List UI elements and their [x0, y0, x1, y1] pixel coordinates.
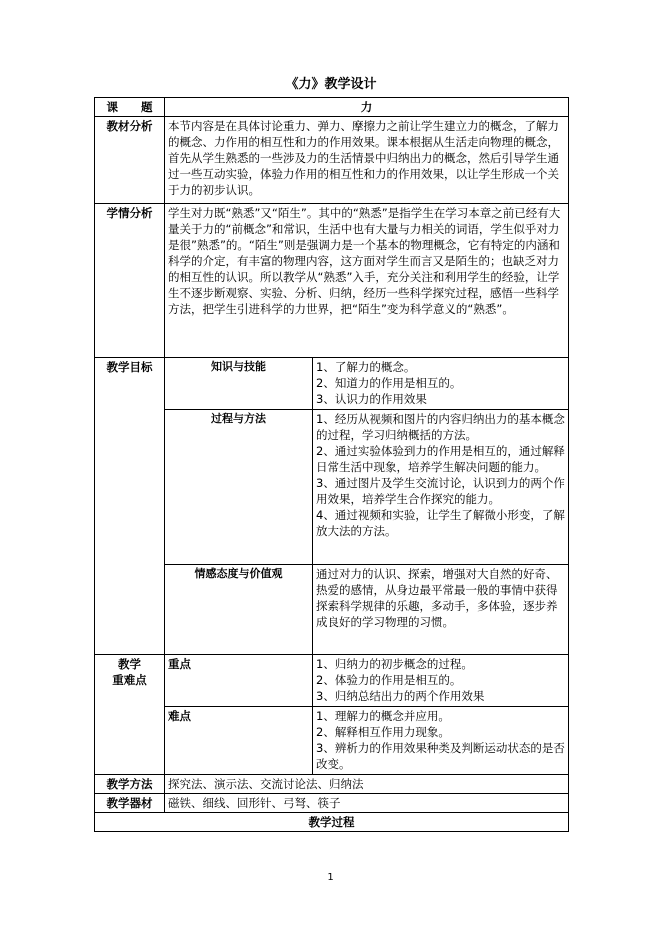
process-item: 2、通过实验体验到力的作用是相互的，通过解释日常生活中现象，培养学生解决问题的能力。: [316, 444, 565, 474]
methods-label: 教学方法: [95, 775, 165, 794]
knowledge-item: 1、了解力的概念。: [316, 360, 416, 374]
methods-row: [95, 775, 569, 794]
difficult-item: 1、理解力的概念并应用。: [316, 709, 450, 723]
equipment-row: [95, 794, 569, 813]
topic-row: [95, 98, 569, 117]
process-list: [313, 410, 569, 565]
key-item: 3、归纳总结出力的两个作用效果: [316, 689, 485, 703]
students-row: [95, 204, 569, 358]
key-item: 1、归纳力的初步概念的过程。: [316, 657, 473, 671]
equipment-value: 磁铁、细线、回形针、弓弩、筷子: [165, 794, 569, 813]
goal-process-row: [95, 410, 569, 565]
material-text: 本节内容是在具体讨论重力、弹力、摩擦力之前让学生建立力的概念，了解力的概念、力作用的相互性和力的作用效果。课本根据从生活走向物理的概念，首先从学生熟悉的一些涉及力的生活情景中归纳出力的概念，然后引导学生通过一些互动实验，体验力作用的相互性和力的作用效果，以让学生形成一个关于力的初步认识。: [165, 117, 569, 204]
knowledge-item: 2、知道力的作用是相互的。: [316, 376, 462, 390]
keypoints-label: [95, 655, 165, 775]
process-header: 教学过程: [95, 813, 569, 832]
keypoints-label-line1: 教学: [118, 657, 141, 671]
material-label: 教材分析: [95, 117, 165, 204]
topic-label: 课 题: [95, 98, 165, 117]
key-row: [95, 655, 569, 707]
knowledge-label: 知识与技能: [165, 358, 313, 410]
key-list: [313, 655, 569, 707]
process-item: 1、经历从视频和图片的内容归纳出力的基本概念的过程，学习归纳概括的方法。: [316, 412, 565, 442]
difficult-row: [95, 707, 569, 775]
lesson-plan-table: [94, 97, 569, 832]
page-number: 1: [327, 872, 334, 883]
topic-value: 力: [165, 98, 569, 117]
equipment-label: 教学器材: [95, 794, 165, 813]
goals-label: 教学目标: [95, 358, 165, 655]
difficult-list: [313, 707, 569, 775]
methods-value: 探究法、演示法、交流讨论法、归纳法: [165, 775, 569, 794]
process-item: 4、通过视频和实验，让学生了解微小形变，了解放大法的方法。: [316, 508, 565, 538]
difficult-label: 难点: [165, 707, 313, 775]
page-title: 《力》教学设计: [285, 77, 377, 92]
keypoints-label-line2: 重难点: [112, 673, 147, 687]
process-header-row: [95, 813, 569, 832]
key-label: 重点: [165, 655, 313, 707]
knowledge-item: 3、认识力的作用效果: [316, 392, 427, 406]
attitude-label: 情感态度与价值观: [165, 565, 313, 655]
material-row: [95, 117, 569, 204]
knowledge-list: [313, 358, 569, 410]
students-text: 学生对力既“熟悉”又“陌生”。其中的“熟悉”是指学生在学习本章之前已经有大量关于力的“前概念”和常识，生活中也有大量与力相关的词语，学生似乎对力是很”熟悉”的。“陌生”则是强调力是一个基本的物理概念，它有特定的内涵和科学的介定，有丰富的物理内容，这方面对学生而言又是陌生的；也缺乏对力的相互性的认识。所以教学从“熟悉”入手，充分关注和利用学生的经验，让学生不逐步断观察、实验、分析、归纳，经历一些科学探究过程，感悟一些科学方法，把学生引进科学的力世界，把“陌生”变为科学意义的“熟悉”。: [165, 204, 569, 358]
attitude-text: 通过对力的认识、探索，增强对大自然的好奇、热爱的感情，从身边最平常最一般的事情中获得探索科学规律的乐趣，多动手，多体验，逐步养成良好的学习物理的习惯。: [313, 565, 569, 655]
key-item: 2、体验力的作用是相互的。: [316, 673, 462, 687]
process-item: 3、通过图片及学生交流讨论，认识到力的两个作用效果，培养学生合作探究的能力。: [316, 476, 565, 506]
process-label: 过程与方法: [165, 410, 313, 565]
goal-attitude-row: [95, 565, 569, 655]
goal-knowledge-row: [95, 358, 569, 410]
students-label: 学情分析: [95, 204, 165, 358]
difficult-item: 3、辨析力的作用效果种类及判断运动状态的是否改变。: [316, 741, 565, 771]
difficult-item: 2、解释相互作用力现象。: [316, 725, 450, 739]
